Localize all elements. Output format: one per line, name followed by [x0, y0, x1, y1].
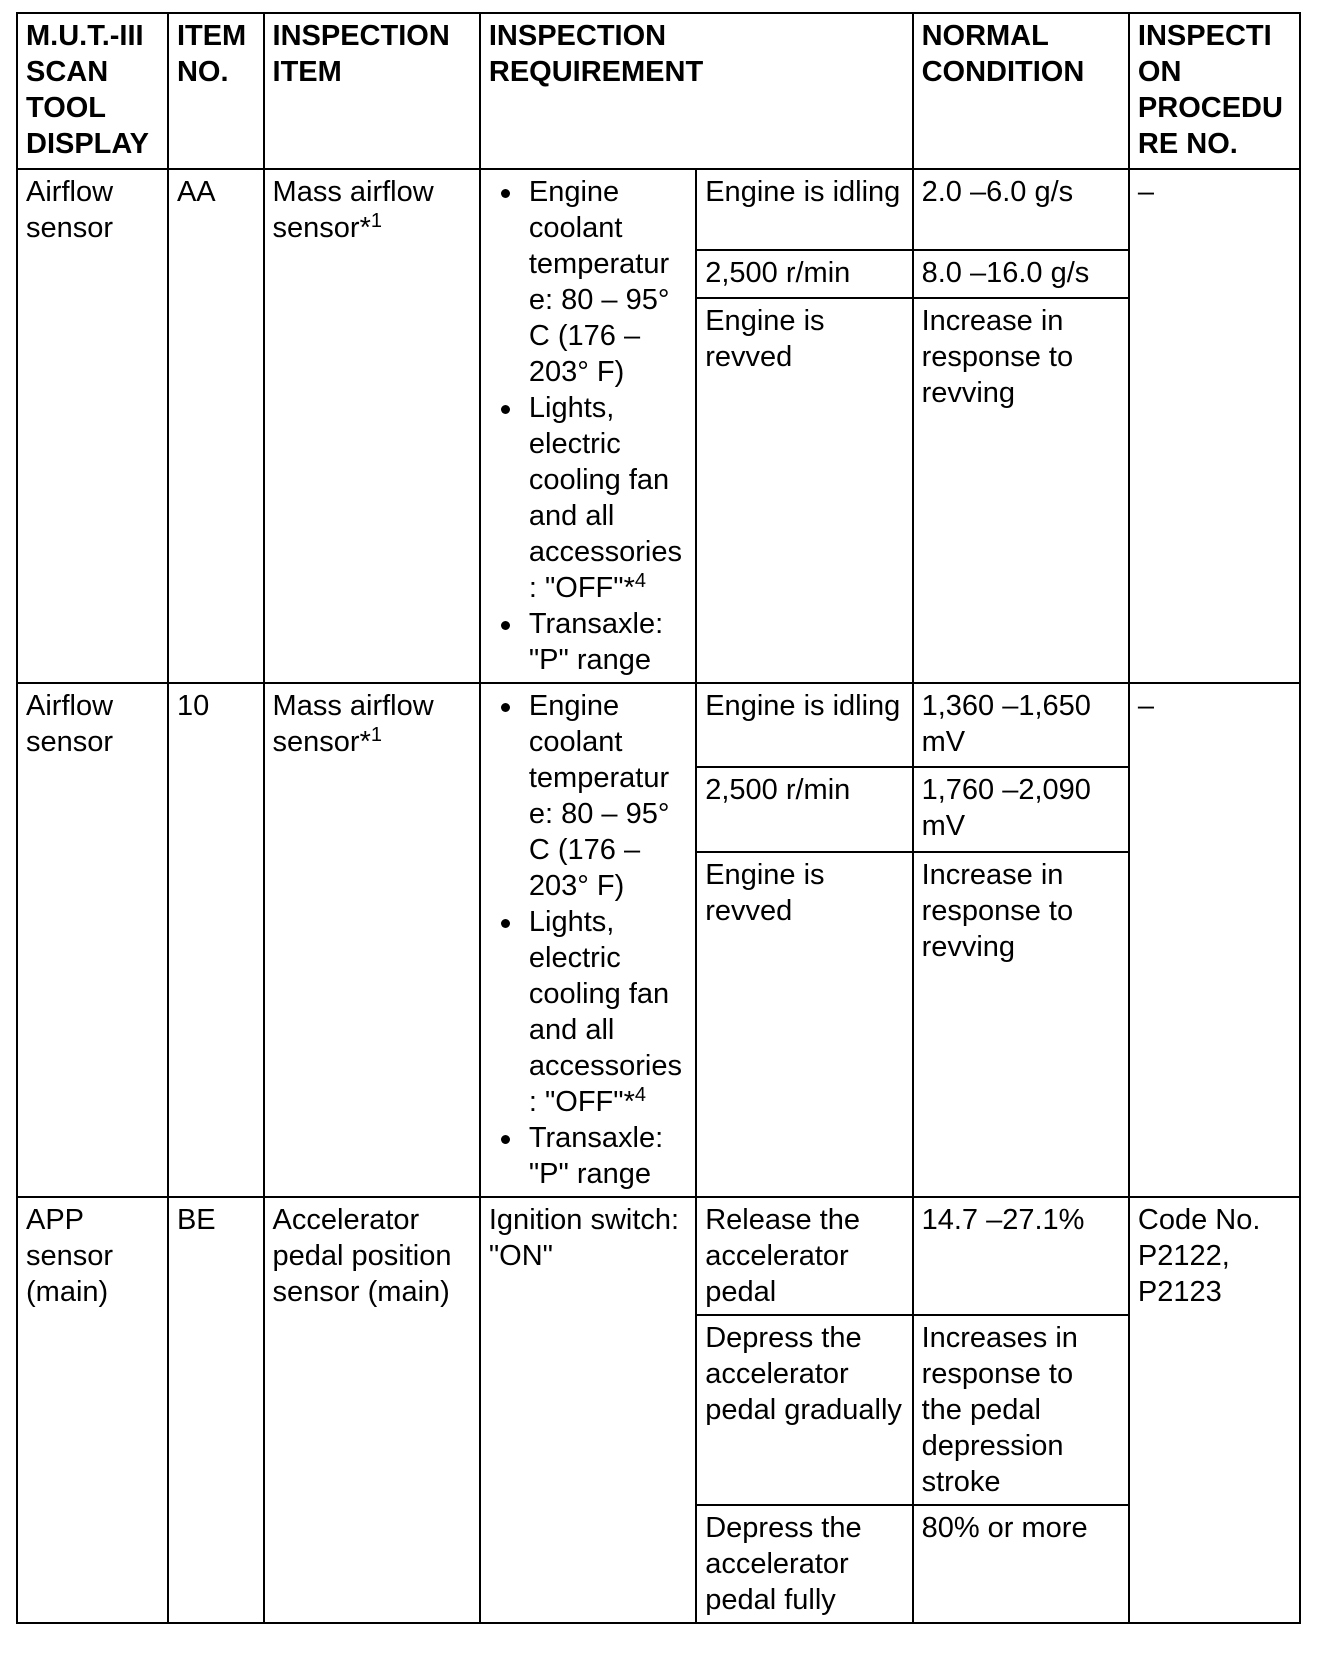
- header-inspection-requirement: INSPECTION REQUIREMENT: [480, 13, 913, 169]
- item-no-cell: AA: [168, 169, 264, 683]
- item-no-cell: 10: [168, 683, 264, 1197]
- table-row: [17, 683, 1300, 767]
- requirement-item: Lights, electric cooling fan and all accessories : "OFF"*$^4$: [489, 904, 687, 1120]
- requirement-cell: Ignition switch: "ON": [480, 1197, 696, 1623]
- normal-condition-cell: 1,760 –2,090 mV: [913, 767, 1129, 851]
- condition-state-cell: Engine is revved: [696, 298, 912, 683]
- normal-condition-cell: 1,360 –1,650 mV: [913, 683, 1129, 767]
- header-inspection-item: INSPECTION ITEM: [264, 13, 480, 169]
- header-normal-condition: NORMAL CONDITION: [913, 13, 1129, 169]
- requirement-item: Engine coolant temperatur e: 80 – 95° C (176 – 203° F): [489, 688, 687, 904]
- condition-state-cell: 2,500 r/min: [696, 250, 912, 298]
- normal-condition-cell: 8.0 –16.0 g/s: [913, 250, 1129, 298]
- requirement-list-cell: [480, 169, 696, 683]
- requirement-list: [489, 174, 687, 678]
- scan-tool-display-cell: APP sensor (main): [17, 1197, 168, 1623]
- scan-tool-display-cell: Airflow sensor: [17, 169, 168, 683]
- table-row: [17, 169, 1300, 250]
- normal-condition-cell: 14.7 –27.1%: [913, 1197, 1129, 1315]
- condition-state-cell: Engine is idling: [696, 169, 912, 250]
- condition-state-cell: Release the accelerator pedal: [696, 1197, 912, 1315]
- condition-state-cell: 2,500 r/min: [696, 767, 912, 851]
- header-scan-tool-display: M.U.T.-III SCAN TOOL DISPLAY: [17, 13, 168, 169]
- item-no-cell: BE: [168, 1197, 264, 1623]
- inspection-item-cell: Mass airflow sensor*$^1$: [264, 169, 480, 683]
- requirement-item: Engine coolant temperatur e: 80 – 95° C (176 – 203° F): [489, 174, 687, 390]
- header-item-no: ITEM NO.: [168, 13, 264, 169]
- condition-state-cell: Engine is revved: [696, 852, 912, 1197]
- normal-condition-cell: Increase in response to revving: [913, 298, 1129, 683]
- condition-state-cell: Depress the accelerator pedal fully: [696, 1505, 912, 1623]
- requirement-list: [489, 688, 687, 1192]
- normal-condition-cell: Increase in response to revving: [913, 852, 1129, 1197]
- condition-state-cell: Engine is idling: [696, 683, 912, 767]
- inspection-item-cell: Accelerator pedal position sensor (main): [264, 1197, 480, 1623]
- condition-state-cell: Depress the accelerator pedal gradually: [696, 1315, 912, 1505]
- inspection-table: [16, 12, 1301, 1624]
- procedure-cell: Code No. P2122, P2123: [1129, 1197, 1300, 1623]
- normal-condition-cell: 2.0 –6.0 g/s: [913, 169, 1129, 250]
- normal-condition-cell: Increases in response to the pedal depression stroke: [913, 1315, 1129, 1505]
- requirement-list-cell: [480, 683, 696, 1197]
- inspection-item-cell: Mass airflow sensor*$^1$: [264, 683, 480, 1197]
- normal-condition-cell: 80% or more: [913, 1505, 1129, 1623]
- requirement-item: Transaxle: "P" range: [489, 606, 687, 678]
- header-row: [17, 13, 1300, 169]
- header-inspection-procedure-no: INSPECTI ON PROCEDU RE NO.: [1129, 13, 1300, 169]
- scan-tool-display-cell: Airflow sensor: [17, 683, 168, 1197]
- requirement-item: Transaxle: "P" range: [489, 1120, 687, 1192]
- table-row: [17, 1197, 1300, 1315]
- procedure-cell: –: [1129, 683, 1300, 1197]
- procedure-cell: –: [1129, 169, 1300, 683]
- requirement-item: Lights, electric cooling fan and all accessories : "OFF"*$^4$: [489, 390, 687, 606]
